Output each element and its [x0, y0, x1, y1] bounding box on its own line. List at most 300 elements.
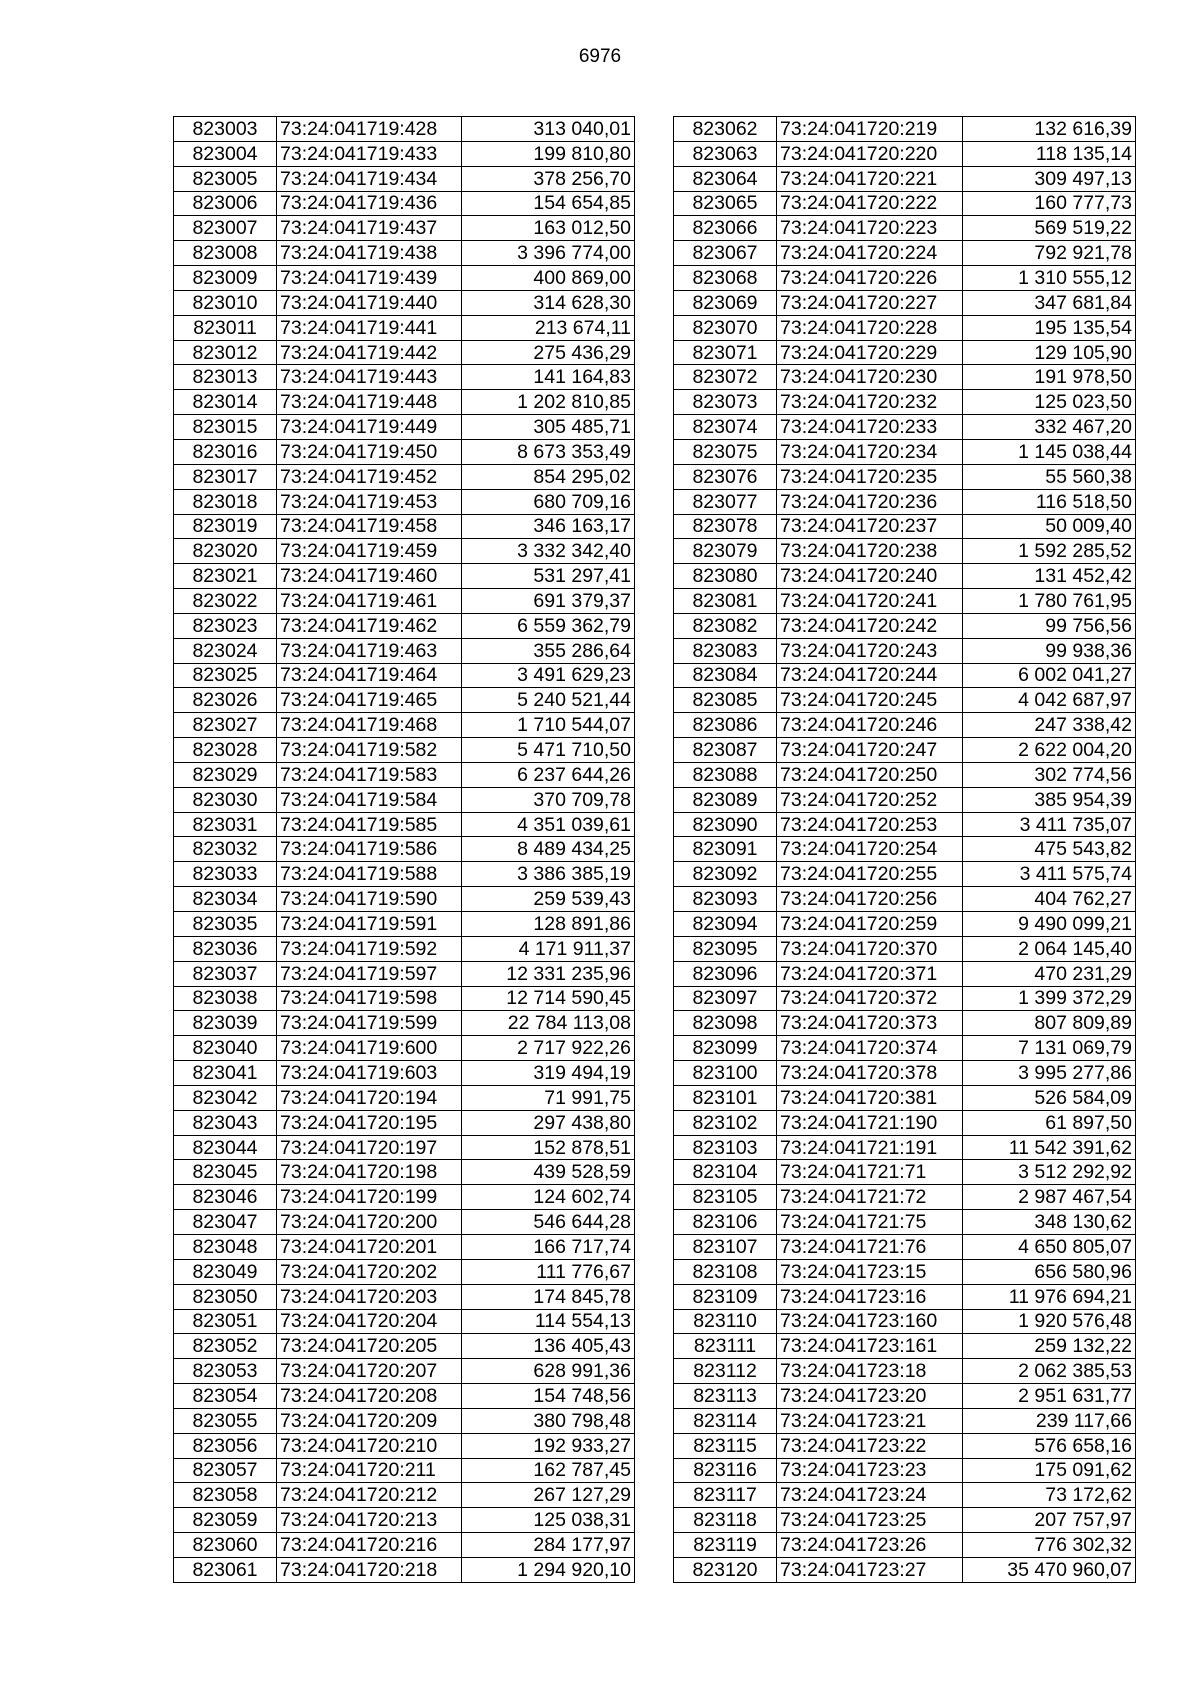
cadastral-number-cell: 73:24:041723:26	[777, 1533, 963, 1558]
table-row	[174, 1433, 635, 1458]
cadastral-number-cell: 73:24:041720:381	[777, 1085, 963, 1110]
cadastral-number-cell: 73:24:041723:20	[777, 1384, 963, 1409]
row-number-cell: 823030	[174, 787, 277, 812]
value-cell: 680 709,16	[462, 489, 635, 514]
value-cell: 400 869,00	[462, 266, 635, 291]
row-number-cell: 823099	[674, 1036, 777, 1061]
value-cell: 346 163,17	[462, 514, 635, 539]
table-row	[674, 1110, 1136, 1135]
row-number-cell: 823061	[174, 1557, 277, 1582]
cadastral-number-cell: 73:24:041723:15	[777, 1259, 963, 1284]
value-cell: 656 580,96	[963, 1259, 1136, 1284]
cadastral-number-cell: 73:24:041720:252	[777, 787, 963, 812]
value-cell: 284 177,97	[462, 1533, 635, 1558]
table-row	[174, 688, 635, 713]
value-cell: 129 105,90	[963, 340, 1136, 365]
row-number-cell: 823075	[674, 439, 777, 464]
cadastral-number-cell: 73:24:041720:204	[277, 1309, 462, 1334]
cadastral-number-cell: 73:24:041720:210	[277, 1433, 462, 1458]
row-number-cell: 823086	[674, 713, 777, 738]
value-cell: 125 038,31	[462, 1508, 635, 1533]
value-cell: 3 411 575,74	[963, 862, 1136, 887]
cadastral-number-cell: 73:24:041720:378	[777, 1061, 963, 1086]
row-number-cell: 823103	[674, 1135, 777, 1160]
row-number-cell: 823118	[674, 1508, 777, 1533]
row-number-cell: 823045	[174, 1160, 277, 1185]
value-cell: 297 438,80	[462, 1110, 635, 1135]
table-row	[674, 1533, 1136, 1558]
table-row	[674, 887, 1136, 912]
row-number-cell: 823089	[674, 787, 777, 812]
table-row	[674, 638, 1136, 663]
cadastral-number-cell: 73:24:041719:439	[277, 266, 462, 291]
cadastral-number-cell: 73:24:041720:246	[777, 713, 963, 738]
table-row	[174, 1061, 635, 1086]
table-row	[174, 912, 635, 937]
table-row	[174, 1160, 635, 1185]
table-row	[174, 489, 635, 514]
value-cell: 854 295,02	[462, 464, 635, 489]
row-number-cell: 823062	[674, 117, 777, 142]
table-row	[674, 837, 1136, 862]
value-cell: 116 518,50	[963, 489, 1136, 514]
cadastral-number-cell: 73:24:041720:213	[277, 1508, 462, 1533]
cadastral-number-cell: 73:24:041721:76	[777, 1234, 963, 1259]
cadastral-number-cell: 73:24:041720:255	[777, 862, 963, 887]
table-row	[674, 812, 1136, 837]
table-row	[674, 1011, 1136, 1036]
row-number-cell: 823011	[174, 315, 277, 340]
cadastral-number-cell: 73:24:041719:590	[277, 887, 462, 912]
cadastral-number-cell: 73:24:041719:588	[277, 862, 462, 887]
value-cell: 99 938,36	[963, 638, 1136, 663]
table-row	[174, 936, 635, 961]
cadastral-number-cell: 73:24:041720:226	[777, 266, 963, 291]
row-number-cell: 823071	[674, 340, 777, 365]
table-row	[174, 166, 635, 191]
row-number-cell: 823064	[674, 166, 777, 191]
cadastral-number-cell: 73:24:041719:597	[277, 961, 462, 986]
cadastral-number-cell: 73:24:041723:23	[777, 1458, 963, 1483]
cadastral-number-cell: 73:24:041720:224	[777, 241, 963, 266]
value-cell: 1 710 544,07	[462, 713, 635, 738]
row-number-cell: 823008	[174, 241, 277, 266]
value-cell: 8 489 434,25	[462, 837, 635, 862]
row-number-cell: 823097	[674, 986, 777, 1011]
cadastral-number-cell: 73:24:041720:228	[777, 315, 963, 340]
cadastral-number-cell: 73:24:041720:238	[777, 539, 963, 564]
cadastral-number-cell: 73:24:041719:592	[277, 936, 462, 961]
row-number-cell: 823101	[674, 1085, 777, 1110]
table-row	[674, 1085, 1136, 1110]
row-number-cell: 823035	[174, 912, 277, 937]
row-number-cell: 823016	[174, 439, 277, 464]
row-number-cell: 823065	[674, 191, 777, 216]
row-number-cell: 823052	[174, 1334, 277, 1359]
row-number-cell: 823040	[174, 1036, 277, 1061]
table-row	[674, 1433, 1136, 1458]
table-row	[174, 613, 635, 638]
value-cell: 3 512 292,92	[963, 1160, 1136, 1185]
cadastral-number-cell: 73:24:041719:586	[277, 837, 462, 862]
value-cell: 175 091,62	[963, 1458, 1136, 1483]
value-cell: 1 145 038,44	[963, 439, 1136, 464]
cadastral-number-cell: 73:24:041720:218	[277, 1557, 462, 1582]
row-number-cell: 823018	[174, 489, 277, 514]
table-row	[674, 489, 1136, 514]
table-row	[174, 738, 635, 763]
row-number-cell: 823056	[174, 1433, 277, 1458]
value-cell: 628 991,36	[462, 1359, 635, 1384]
row-number-cell: 823119	[674, 1533, 777, 1558]
table-row	[174, 762, 635, 787]
table-row	[174, 241, 635, 266]
cadastral-number-cell: 73:24:041719:448	[277, 390, 462, 415]
table-row	[674, 1234, 1136, 1259]
value-cell: 213 674,11	[462, 315, 635, 340]
value-cell: 309 497,13	[963, 166, 1136, 191]
row-number-cell: 823115	[674, 1433, 777, 1458]
value-cell: 2 717 922,26	[462, 1036, 635, 1061]
cadastral-number-cell: 73:24:041719:465	[277, 688, 462, 713]
row-number-cell: 823019	[174, 514, 277, 539]
table-row	[674, 340, 1136, 365]
table-row	[174, 415, 635, 440]
row-number-cell: 823098	[674, 1011, 777, 1036]
row-number-cell: 823068	[674, 266, 777, 291]
row-number-cell: 823117	[674, 1483, 777, 1508]
cadastral-number-cell: 73:24:041719:461	[277, 589, 462, 614]
table-row	[674, 365, 1136, 390]
row-number-cell: 823073	[674, 390, 777, 415]
value-cell: 546 644,28	[462, 1210, 635, 1235]
row-number-cell: 823025	[174, 663, 277, 688]
table-row	[174, 1284, 635, 1309]
table-row	[674, 390, 1136, 415]
row-number-cell: 823060	[174, 1533, 277, 1558]
row-number-cell: 823013	[174, 365, 277, 390]
value-cell: 1 294 920,10	[462, 1557, 635, 1582]
table-row	[174, 390, 635, 415]
row-number-cell: 823050	[174, 1284, 277, 1309]
value-cell: 3 995 277,86	[963, 1061, 1136, 1086]
table-row	[174, 787, 635, 812]
value-cell: 11 542 391,62	[963, 1135, 1136, 1160]
cadastral-number-cell: 73:24:041719:598	[277, 986, 462, 1011]
cadastral-number-cell: 73:24:041720:256	[777, 887, 963, 912]
table-row	[174, 290, 635, 315]
cadastral-number-cell: 73:24:041721:190	[777, 1110, 963, 1135]
table-row	[174, 1334, 635, 1359]
cadastral-number-cell: 73:24:041719:582	[277, 738, 462, 763]
cadastral-number-cell: 73:24:041720:247	[777, 738, 963, 763]
row-number-cell: 823080	[674, 564, 777, 589]
table-row	[674, 117, 1136, 142]
cadastral-number-cell: 73:24:041719:436	[277, 191, 462, 216]
cadastral-number-cell: 73:24:041720:195	[277, 1110, 462, 1135]
cadastral-number-cell: 73:24:041721:72	[777, 1185, 963, 1210]
table-row	[674, 1408, 1136, 1433]
row-number-cell: 823091	[674, 837, 777, 862]
value-cell: 576 658,16	[963, 1433, 1136, 1458]
cadastral-number-cell: 73:24:041720:250	[777, 762, 963, 787]
cadastral-number-cell: 73:24:041720:212	[277, 1483, 462, 1508]
value-cell: 1 399 372,29	[963, 986, 1136, 1011]
table-row	[674, 1458, 1136, 1483]
row-number-cell: 823046	[174, 1185, 277, 1210]
table-row	[674, 862, 1136, 887]
row-number-cell: 823110	[674, 1309, 777, 1334]
cadastral-number-cell: 73:24:041720:233	[777, 415, 963, 440]
table-row	[674, 464, 1136, 489]
table-row	[674, 738, 1136, 763]
table-row	[174, 315, 635, 340]
value-cell: 569 519,22	[963, 216, 1136, 241]
value-cell: 6 559 362,79	[462, 613, 635, 638]
row-number-cell: 823039	[174, 1011, 277, 1036]
value-cell: 1 310 555,12	[963, 266, 1136, 291]
table-row	[674, 1483, 1136, 1508]
value-cell: 2 062 385,53	[963, 1359, 1136, 1384]
value-cell: 61 897,50	[963, 1110, 1136, 1135]
table-row	[674, 688, 1136, 713]
table-row	[174, 514, 635, 539]
table-row	[674, 290, 1136, 315]
cadastral-number-cell: 73:24:041720:371	[777, 961, 963, 986]
table-row	[674, 713, 1136, 738]
cadastral-number-cell: 73:24:041720:242	[777, 613, 963, 638]
table-row	[674, 191, 1136, 216]
row-number-cell: 823024	[174, 638, 277, 663]
cadastral-number-cell: 73:24:041720:205	[277, 1334, 462, 1359]
cadastral-number-cell: 73:24:041720:245	[777, 688, 963, 713]
table-row	[674, 1384, 1136, 1409]
value-cell: 128 891,86	[462, 912, 635, 937]
table-row	[174, 1234, 635, 1259]
value-cell: 141 164,83	[462, 365, 635, 390]
row-number-cell: 823090	[674, 812, 777, 837]
cadastral-number-cell: 73:24:041720:372	[777, 986, 963, 1011]
table-row	[674, 1061, 1136, 1086]
value-cell: 275 436,29	[462, 340, 635, 365]
cadastral-number-cell: 73:24:041720:211	[277, 1458, 462, 1483]
cadastral-number-cell: 73:24:041719:441	[277, 315, 462, 340]
cadastral-number-cell: 73:24:041719:442	[277, 340, 462, 365]
table-row	[674, 663, 1136, 688]
row-number-cell: 823113	[674, 1384, 777, 1409]
table-row	[674, 1160, 1136, 1185]
table-row	[174, 663, 635, 688]
table-row	[674, 986, 1136, 1011]
cadastral-number-cell: 73:24:041719:464	[277, 663, 462, 688]
row-number-cell: 823023	[174, 613, 277, 638]
table-row	[674, 166, 1136, 191]
value-cell: 3 332 342,40	[462, 539, 635, 564]
row-number-cell: 823028	[174, 738, 277, 763]
row-number-cell: 823108	[674, 1259, 777, 1284]
value-cell: 99 756,56	[963, 613, 1136, 638]
value-cell: 531 297,41	[462, 564, 635, 589]
value-cell: 239 117,66	[963, 1408, 1136, 1433]
table-row	[674, 961, 1136, 986]
cadastral-number-cell: 73:24:041720:374	[777, 1036, 963, 1061]
value-cell: 154 654,85	[462, 191, 635, 216]
value-cell: 332 467,20	[963, 415, 1136, 440]
cadastral-number-cell: 73:24:041723:161	[777, 1334, 963, 1359]
cadastral-number-cell: 73:24:041721:71	[777, 1160, 963, 1185]
table-row	[674, 1210, 1136, 1235]
table-row	[174, 1085, 635, 1110]
table-row	[174, 117, 635, 142]
row-number-cell: 823111	[674, 1334, 777, 1359]
table-row	[174, 1036, 635, 1061]
table-row	[174, 564, 635, 589]
table-row	[174, 887, 635, 912]
cadastral-number-cell: 73:24:041719:459	[277, 539, 462, 564]
value-cell: 385 954,39	[963, 787, 1136, 812]
row-number-cell: 823063	[674, 141, 777, 166]
row-number-cell: 823029	[174, 762, 277, 787]
value-cell: 50 009,40	[963, 514, 1136, 539]
cadastral-number-cell: 73:24:041720:220	[777, 141, 963, 166]
cadastral-number-cell: 73:24:041720:201	[277, 1234, 462, 1259]
value-cell: 131 452,42	[963, 564, 1136, 589]
cadastral-number-cell: 73:24:041720:194	[277, 1085, 462, 1110]
value-cell: 2 987 467,54	[963, 1185, 1136, 1210]
table-row	[674, 613, 1136, 638]
row-number-cell: 823120	[674, 1557, 777, 1582]
cadastral-number-cell: 73:24:041719:452	[277, 464, 462, 489]
row-number-cell: 823093	[674, 887, 777, 912]
cadastral-number-cell: 73:24:041721:191	[777, 1135, 963, 1160]
table-row	[674, 1135, 1136, 1160]
value-cell: 1 780 761,95	[963, 589, 1136, 614]
cadastral-number-cell: 73:24:041723:24	[777, 1483, 963, 1508]
value-cell: 12 331 235,96	[462, 961, 635, 986]
cadastral-number-cell: 73:24:041719:599	[277, 1011, 462, 1036]
value-cell: 305 485,71	[462, 415, 635, 440]
value-cell: 4 351 039,61	[462, 812, 635, 837]
table-row	[674, 1309, 1136, 1334]
value-cell: 319 494,19	[462, 1061, 635, 1086]
row-number-cell: 823084	[674, 663, 777, 688]
cadastral-number-cell: 73:24:041723:16	[777, 1284, 963, 1309]
value-cell: 1 592 285,52	[963, 539, 1136, 564]
value-cell: 314 628,30	[462, 290, 635, 315]
table-row	[674, 266, 1136, 291]
value-cell: 111 776,67	[462, 1259, 635, 1284]
row-number-cell: 823006	[174, 191, 277, 216]
table-row	[674, 315, 1136, 340]
table-row	[674, 762, 1136, 787]
value-cell: 4 042 687,97	[963, 688, 1136, 713]
table-row	[674, 936, 1136, 961]
value-cell: 7 131 069,79	[963, 1036, 1136, 1061]
cadastral-number-cell: 73:24:041720:241	[777, 589, 963, 614]
value-cell: 124 602,74	[462, 1185, 635, 1210]
value-cell: 3 386 385,19	[462, 862, 635, 887]
cadastral-number-cell: 73:24:041720:244	[777, 663, 963, 688]
cadastral-number-cell: 73:24:041720:232	[777, 390, 963, 415]
page-number: 6976	[578, 46, 622, 67]
row-number-cell: 823116	[674, 1458, 777, 1483]
value-cell: 136 405,43	[462, 1334, 635, 1359]
table-row	[174, 1458, 635, 1483]
row-number-cell: 823005	[174, 166, 277, 191]
row-number-cell: 823102	[674, 1110, 777, 1135]
row-number-cell: 823042	[174, 1085, 277, 1110]
value-cell: 347 681,84	[963, 290, 1136, 315]
row-number-cell: 823004	[174, 141, 277, 166]
cadastral-number-cell: 73:24:041720:223	[777, 216, 963, 241]
table-row	[174, 191, 635, 216]
row-number-cell: 823106	[674, 1210, 777, 1235]
row-number-cell: 823095	[674, 936, 777, 961]
cadastral-number-cell: 73:24:041720:197	[277, 1135, 462, 1160]
cadastral-number-cell: 73:24:041719:428	[277, 117, 462, 142]
row-number-cell: 823010	[174, 290, 277, 315]
row-number-cell: 823077	[674, 489, 777, 514]
cadastral-number-cell: 73:24:041720:209	[277, 1408, 462, 1433]
cadastral-number-cell: 73:24:041721:75	[777, 1210, 963, 1235]
row-number-cell: 823067	[674, 241, 777, 266]
row-number-cell: 823048	[174, 1234, 277, 1259]
value-cell: 348 130,62	[963, 1210, 1136, 1235]
value-cell: 22 784 113,08	[462, 1011, 635, 1036]
cadastral-number-cell: 73:24:041720:200	[277, 1210, 462, 1235]
row-number-cell: 823092	[674, 862, 777, 887]
row-number-cell: 823082	[674, 613, 777, 638]
value-cell: 4 171 911,37	[462, 936, 635, 961]
cadastral-number-cell: 73:24:041720:254	[777, 837, 963, 862]
cadastral-number-cell: 73:24:041720:221	[777, 166, 963, 191]
cadastral-number-cell: 73:24:041720:227	[777, 290, 963, 315]
value-cell: 8 673 353,49	[462, 439, 635, 464]
cadastral-number-cell: 73:24:041720:253	[777, 812, 963, 837]
row-number-cell: 823059	[174, 1508, 277, 1533]
row-number-cell: 823053	[174, 1359, 277, 1384]
row-number-cell: 823003	[174, 117, 277, 142]
cadastral-number-cell: 73:24:041720:202	[277, 1259, 462, 1284]
cadastral-table-right	[673, 116, 1136, 1583]
value-cell: 302 774,56	[963, 762, 1136, 787]
cadastral-number-cell: 73:24:041719:603	[277, 1061, 462, 1086]
table-row	[174, 216, 635, 241]
cadastral-number-cell: 73:24:041719:434	[277, 166, 462, 191]
table-row	[674, 1334, 1136, 1359]
cadastral-number-cell: 73:24:041720:219	[777, 117, 963, 142]
cadastral-number-cell: 73:24:041720:370	[777, 936, 963, 961]
row-number-cell: 823033	[174, 862, 277, 887]
value-cell: 9 490 099,21	[963, 912, 1136, 937]
cadastral-number-cell: 73:24:041719:453	[277, 489, 462, 514]
table-row	[674, 912, 1136, 937]
value-cell: 2 951 631,77	[963, 1384, 1136, 1409]
cadastral-number-cell: 73:24:041720:259	[777, 912, 963, 937]
cadastral-number-cell: 73:24:041719:583	[277, 762, 462, 787]
value-cell: 152 878,51	[462, 1135, 635, 1160]
row-number-cell: 823055	[174, 1408, 277, 1433]
value-cell: 2 064 145,40	[963, 936, 1136, 961]
value-cell: 162 787,45	[462, 1458, 635, 1483]
value-cell: 192 933,27	[462, 1433, 635, 1458]
value-cell: 792 921,78	[963, 241, 1136, 266]
value-cell: 380 798,48	[462, 1408, 635, 1433]
row-number-cell: 823087	[674, 738, 777, 763]
row-number-cell: 823026	[174, 688, 277, 713]
row-number-cell: 823044	[174, 1135, 277, 1160]
row-number-cell: 823096	[674, 961, 777, 986]
